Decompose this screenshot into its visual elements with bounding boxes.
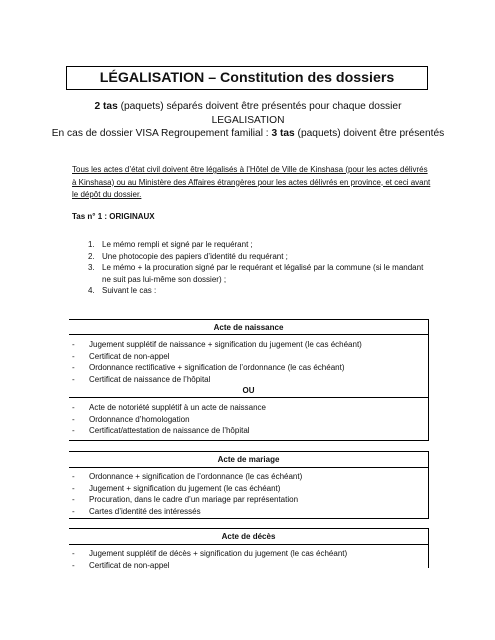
list-item: - Ordonnance d’homologation xyxy=(72,414,190,424)
list-item: - Jugement supplétif de naissance + signification du jugement (le cas échéant) xyxy=(72,340,362,349)
or-separator: OU xyxy=(69,385,428,398)
intro-count-2: 2 tas xyxy=(94,101,118,112)
section-title: Acte de naissance xyxy=(69,320,428,335)
list-item: - Cartes d’identité des intéressés xyxy=(72,506,201,516)
legalization-note: Tous les actes d’état civil doivent être légalisés à l’Hôtel de Ville de Kinshasa (pour les actes délivrés à Kinshasa) ou au Ministère des Affaires étrangères pour les actes délivrés en province, et ceci avant le dépôt du dossier. xyxy=(72,165,431,199)
list-item: 3. Le mémo + la procuration signé par le requérant et légalisé par la commune (si le mandant ne suit pas lui-même son dossier) ; xyxy=(88,263,424,284)
list-item: - Certificat de non-appel xyxy=(72,560,170,570)
intro-line-3: En cas de dossier VISA Regroupement familial : 3 tas (paquets) doivent être présentés xyxy=(51,128,445,140)
section-title: Acte de mariage xyxy=(69,452,428,468)
tas-heading: Tas n° 1 : ORIGINAUX xyxy=(72,212,155,221)
list-item: - Certificat/attestation de naissance de l’hôpital xyxy=(72,426,250,435)
list-item: - Certificat de naissance de l’hôpital xyxy=(72,374,211,384)
section-acte-de-deces xyxy=(69,528,429,568)
page-title: LÉGALISATION – Constitution des dossiers xyxy=(99,70,395,86)
intro-count-3: 3 tas xyxy=(271,128,295,140)
list-item: - Ordonnance rectificative + signification de l’ordonnance (le cas échéant) xyxy=(72,363,345,372)
section-list xyxy=(69,398,428,437)
intro-paragraph xyxy=(50,100,446,141)
list-item: 4. Suivant le cas : xyxy=(88,286,157,296)
section-list xyxy=(69,335,428,385)
title-box xyxy=(66,66,428,90)
list-item: - Procuration, dans le cadre d’un mariage par représentation xyxy=(72,495,299,504)
list-item: 1. Le mémo rempli et signé par le requérant ; xyxy=(88,240,253,249)
list-item: - Acte de notoriété supplétif à un acte de naissance xyxy=(72,403,267,412)
list-item: - Jugement supplétif de décès + signification du jugement (le cas échéant) xyxy=(72,549,348,558)
section-acte-de-mariage xyxy=(69,451,429,519)
list-item: - Certificat de non-appel xyxy=(72,351,170,361)
section-title: Acte de décès xyxy=(69,529,428,545)
list-item: 2. Une photocopie des papiers d’identité du requérant ; xyxy=(88,251,288,261)
section-list xyxy=(69,545,428,571)
intro-line-1: 2 tas (paquets) séparés doivent être présentés pour chaque dossier xyxy=(94,101,402,112)
section-list xyxy=(69,468,428,517)
steps-list xyxy=(88,239,428,297)
intro-line-2: LEGALISATION xyxy=(211,114,285,126)
section-acte-de-naissance xyxy=(69,319,429,441)
list-item: - Jugement + signification du jugement (le cas échéant) xyxy=(72,483,281,493)
list-item: - Ordonnance + signification de l’ordonnance (le cas échéant) xyxy=(72,472,303,481)
